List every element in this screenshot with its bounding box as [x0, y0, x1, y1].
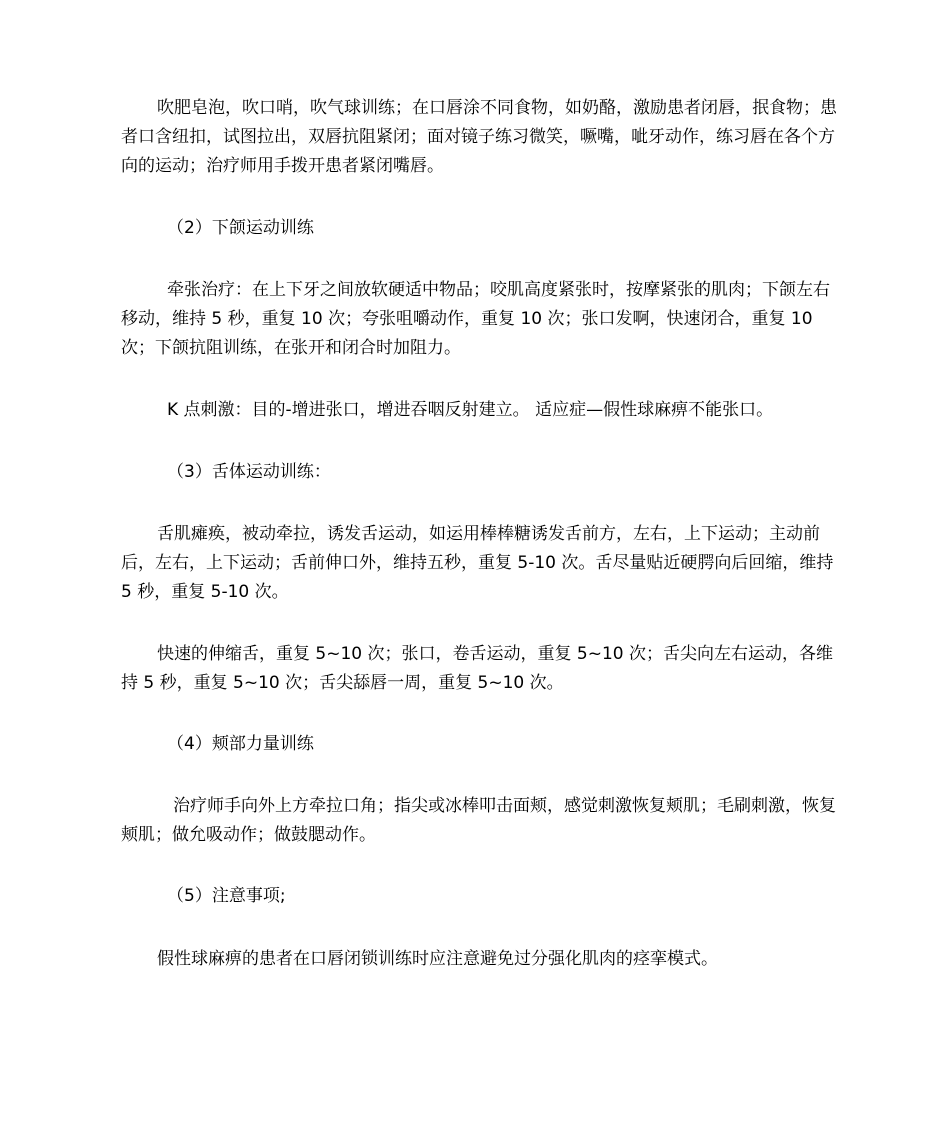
- paragraph-tongue-paralysis: 舌肌瘫痪，被动牵拉，诱发舌运动，如运用棒棒糖诱发舌前方，左右，上下运动；主动前后，左右，上下运动；舌前伸口外，维持五秒，重复 5-10 次。舌尽量贴近硬腭向后回缩，维持 5 秒，重复 5-10 次。: [121, 524, 834, 602]
- paragraph-stretch-therapy: 牵张治疗：在上下牙之间放软硬适中物品；咬肌高度紧张时，按摩紧张的肌肉；下颌左右移动，维持 5 秒，重复 10 次；夸张咀嚼动作，重复 10 次；张口发啊，快速闭合，重复 10 次；下颌抗阻训练，在张开和闭合时加阻力。: [121, 280, 830, 358]
- paragraph-fast-tongue-movement: 快速的伸缩舌，重复 5~10 次；张口，卷舌运动，重复 5~10 次；舌尖向左右运动，各维持 5 秒，重复 5~10 次；舌尖舔唇一周，重复 5~10 次。: [121, 644, 833, 693]
- paragraph-precautions-note: 假性球麻痹的患者在口唇闭锁训练时应注意避免过分强化肌肉的痉挛模式。: [157, 949, 718, 969]
- paragraph-k-point-stimulation: K 点刺激：目的-增进张口，增进吞咽反射建立。 适应症—假性球麻痹不能张口。: [167, 400, 774, 420]
- paragraph-lip-training: 吹肥皂泡，吹口哨，吹气球训练；在口唇涂不同食物，如奶酪，激励患者闭唇，抿食物；患者口含纽扣，试图拉出，双唇抗阻紧闭；面对镜子练习微笑，噘嘴，呲牙动作，练习唇在各个方向的运动；治疗师用手拨开患者紧闭嘴唇。: [121, 98, 837, 176]
- section-heading-tongue-training: （3）舌体运动训练：: [167, 462, 331, 482]
- section-heading-cheek-training: （4）颊部力量训练: [167, 734, 314, 754]
- section-heading-jaw-training: （2）下颌运动训练: [167, 218, 314, 238]
- section-heading-precautions: （5）注意事项;: [167, 886, 286, 906]
- paragraph-cheek-exercises: 治疗师手向外上方牵拉口角；指尖或冰棒叩击面颊，感觉刺激恢复颊肌；毛刷刺激，恢复颊肌；做允吸动作；做鼓腮动作。: [121, 796, 836, 845]
